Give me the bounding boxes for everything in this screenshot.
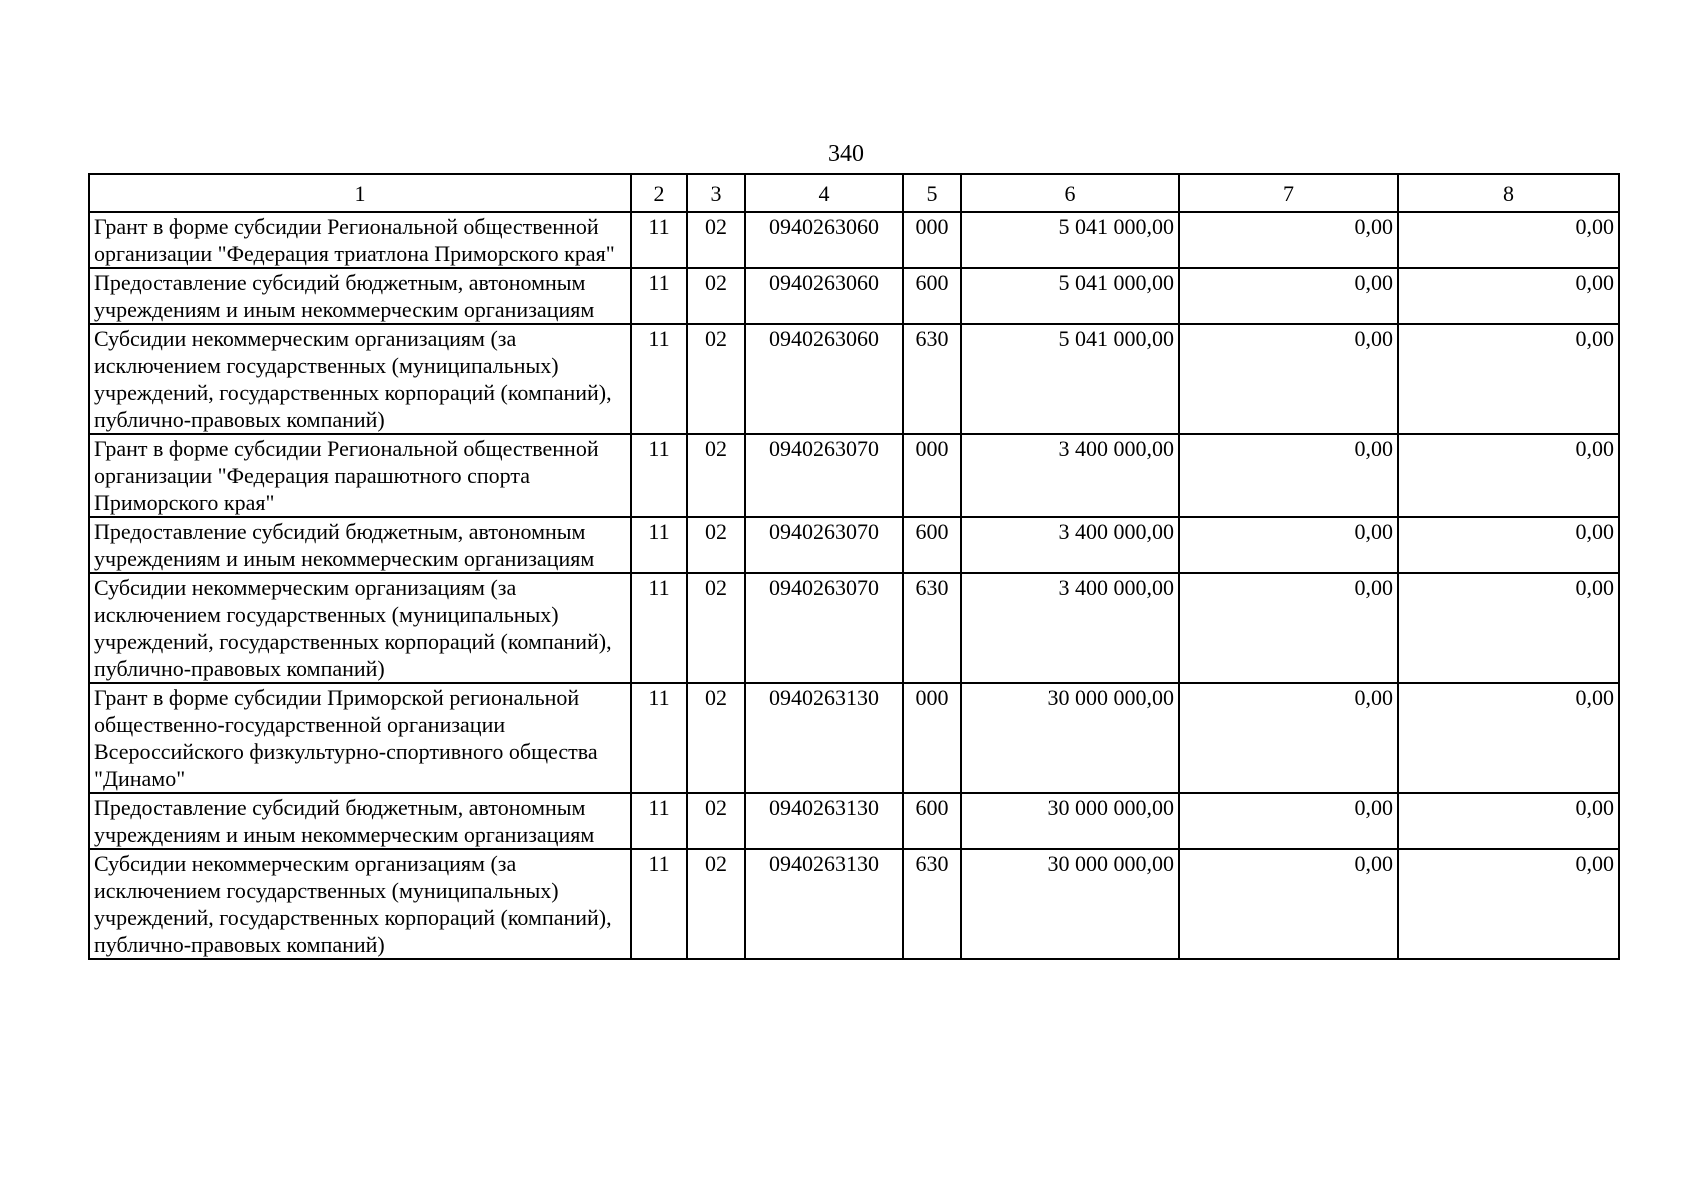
row-amount-8: 0,00 bbox=[1398, 683, 1619, 793]
row-name: Предоставление субсидий бюджетным, автономным учреждениям и иным некоммерческим организациям bbox=[89, 268, 631, 324]
header-col-2: 2 bbox=[631, 174, 687, 212]
header-col-5: 5 bbox=[903, 174, 961, 212]
budget-table bbox=[88, 173, 1620, 960]
row-amount-6: 3 400 000,00 bbox=[961, 434, 1179, 517]
table-row bbox=[89, 268, 1619, 324]
row-target-code: 0940263130 bbox=[745, 793, 903, 849]
row-target-code: 0940263060 bbox=[745, 268, 903, 324]
table-row bbox=[89, 434, 1619, 517]
header-row bbox=[89, 174, 1619, 212]
row-subsection: 02 bbox=[687, 434, 745, 517]
row-amount-8: 0,00 bbox=[1398, 212, 1619, 268]
row-subsection: 02 bbox=[687, 793, 745, 849]
table-row bbox=[89, 683, 1619, 793]
row-name: Предоставление субсидий бюджетным, автономным учреждениям и иным некоммерческим организациям bbox=[89, 517, 631, 573]
row-subsection: 02 bbox=[687, 849, 745, 959]
header-col-1: 1 bbox=[89, 174, 631, 212]
page-number: 340 bbox=[828, 141, 864, 167]
row-expense-type: 630 bbox=[903, 324, 961, 434]
row-amount-7: 0,00 bbox=[1179, 793, 1398, 849]
row-section: 11 bbox=[631, 434, 687, 517]
row-amount-6: 3 400 000,00 bbox=[961, 517, 1179, 573]
row-subsection: 02 bbox=[687, 324, 745, 434]
row-amount-8: 0,00 bbox=[1398, 434, 1619, 517]
table-row bbox=[89, 849, 1619, 959]
row-subsection: 02 bbox=[687, 268, 745, 324]
row-name: Грант в форме субсидии Приморской региональной общественно-государственной организации Всероссийского физкультурно-спортивного общества "Динамо" bbox=[89, 683, 631, 793]
row-amount-7: 0,00 bbox=[1179, 268, 1398, 324]
row-name: Грант в форме субсидии Региональной общественной организации "Федерация парашютного спорта Приморского края" bbox=[89, 434, 631, 517]
row-section: 11 bbox=[631, 212, 687, 268]
row-amount-8: 0,00 bbox=[1398, 268, 1619, 324]
row-amount-6: 5 041 000,00 bbox=[961, 324, 1179, 434]
row-subsection: 02 bbox=[687, 573, 745, 683]
row-amount-8: 0,00 bbox=[1398, 849, 1619, 959]
row-section: 11 bbox=[631, 268, 687, 324]
row-amount-7: 0,00 bbox=[1179, 212, 1398, 268]
row-amount-8: 0,00 bbox=[1398, 573, 1619, 683]
row-target-code: 0940263130 bbox=[745, 849, 903, 959]
row-name: Грант в форме субсидии Региональной общественной организации "Федерация триатлона Приморского края" bbox=[89, 212, 631, 268]
row-name: Предоставление субсидий бюджетным, автономным учреждениям и иным некоммерческим организациям bbox=[89, 793, 631, 849]
row-amount-6: 5 041 000,00 bbox=[961, 268, 1179, 324]
row-target-code: 0940263060 bbox=[745, 324, 903, 434]
row-amount-7: 0,00 bbox=[1179, 849, 1398, 959]
row-section: 11 bbox=[631, 324, 687, 434]
row-amount-8: 0,00 bbox=[1398, 324, 1619, 434]
table-row bbox=[89, 793, 1619, 849]
row-expense-type: 630 bbox=[903, 849, 961, 959]
row-amount-7: 0,00 bbox=[1179, 434, 1398, 517]
row-expense-type: 600 bbox=[903, 517, 961, 573]
row-amount-6: 30 000 000,00 bbox=[961, 683, 1179, 793]
row-amount-7: 0,00 bbox=[1179, 517, 1398, 573]
row-subsection: 02 bbox=[687, 212, 745, 268]
row-expense-type: 630 bbox=[903, 573, 961, 683]
row-amount-8: 0,00 bbox=[1398, 793, 1619, 849]
row-amount-6: 3 400 000,00 bbox=[961, 573, 1179, 683]
row-name: Субсидии некоммерческим организациям (за исключением государственных (муниципальных) учреждений, государственных корпораций (компаний), публично-правовых компаний) bbox=[89, 849, 631, 959]
row-amount-7: 0,00 bbox=[1179, 683, 1398, 793]
row-amount-8: 0,00 bbox=[1398, 517, 1619, 573]
table-row bbox=[89, 517, 1619, 573]
row-section: 11 bbox=[631, 573, 687, 683]
row-section: 11 bbox=[631, 517, 687, 573]
row-amount-6: 5 041 000,00 bbox=[961, 212, 1179, 268]
row-amount-6: 30 000 000,00 bbox=[961, 793, 1179, 849]
row-target-code: 0940263130 bbox=[745, 683, 903, 793]
row-amount-6: 30 000 000,00 bbox=[961, 849, 1179, 959]
row-name: Субсидии некоммерческим организациям (за исключением государственных (муниципальных) учреждений, государственных корпораций (компаний), публично-правовых компаний) bbox=[89, 324, 631, 434]
row-expense-type: 000 bbox=[903, 683, 961, 793]
row-target-code: 0940263070 bbox=[745, 517, 903, 573]
table-row bbox=[89, 324, 1619, 434]
row-name: Субсидии некоммерческим организациям (за исключением государственных (муниципальных) учреждений, государственных корпораций (компаний), публично-правовых компаний) bbox=[89, 573, 631, 683]
table-row bbox=[89, 212, 1619, 268]
header-col-8: 8 bbox=[1398, 174, 1619, 212]
header-col-3: 3 bbox=[687, 174, 745, 212]
row-target-code: 0940263070 bbox=[745, 434, 903, 517]
row-expense-type: 600 bbox=[903, 793, 961, 849]
row-amount-7: 0,00 bbox=[1179, 324, 1398, 434]
row-subsection: 02 bbox=[687, 517, 745, 573]
row-amount-7: 0,00 bbox=[1179, 573, 1398, 683]
row-section: 11 bbox=[631, 683, 687, 793]
row-expense-type: 600 bbox=[903, 268, 961, 324]
header-col-4: 4 bbox=[745, 174, 903, 212]
row-target-code: 0940263060 bbox=[745, 212, 903, 268]
table-row bbox=[89, 573, 1619, 683]
row-section: 11 bbox=[631, 849, 687, 959]
row-expense-type: 000 bbox=[903, 434, 961, 517]
row-subsection: 02 bbox=[687, 683, 745, 793]
header-col-6: 6 bbox=[961, 174, 1179, 212]
row-target-code: 0940263070 bbox=[745, 573, 903, 683]
header-col-7: 7 bbox=[1179, 174, 1398, 212]
row-section: 11 bbox=[631, 793, 687, 849]
row-expense-type: 000 bbox=[903, 212, 961, 268]
